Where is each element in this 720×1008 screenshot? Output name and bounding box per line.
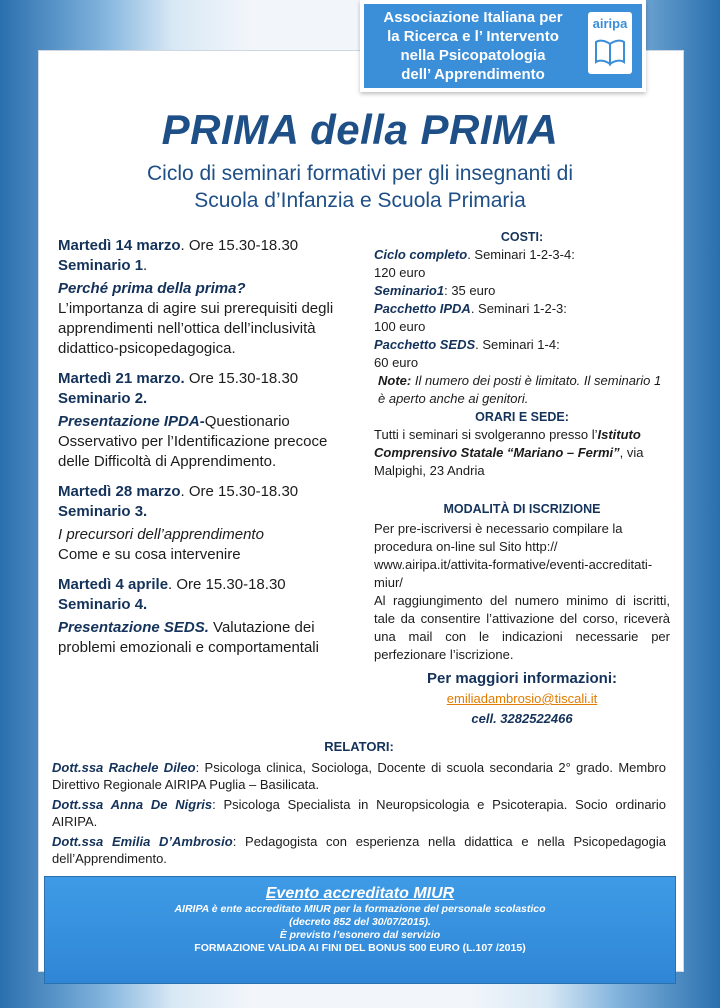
speaker-name: Dott.ssa Emilia D’Ambrosio xyxy=(52,834,233,849)
seminar-topic-text: Questionario Osservativo per l’Identificazione precoce delle Difficoltà di Apprendimento. xyxy=(58,413,328,470)
cost-label: Ciclo completo xyxy=(374,247,468,262)
speaker-item xyxy=(52,833,666,867)
seminar-list xyxy=(58,236,348,668)
cost-label: Pacchetto IPDA xyxy=(374,301,471,316)
seminar-topic-text: Come e su cosa intervenire xyxy=(58,546,241,563)
cost-item xyxy=(374,246,670,282)
venue-school: Istituto Comprensivo Statale “Mariano – Fermi” xyxy=(374,427,641,460)
association-line-2: la Ricerca e l’ Intervento xyxy=(387,28,559,45)
seminar-date: Martedì 4 aprile xyxy=(58,576,169,593)
contact-phone: cell. 3282522466 xyxy=(471,711,573,726)
venue-text xyxy=(374,426,670,480)
note-label: Note: xyxy=(378,373,412,388)
banner-line-4: FORMAZIONE VALIDA AI FINI DEL BONUS 500 EURO (L.107 /2015) xyxy=(194,942,526,954)
seminar-time: Ore 15.30-18.30 xyxy=(184,370,299,387)
costs-title: COSTI: xyxy=(500,230,544,244)
speakers-section xyxy=(52,738,666,870)
registration-title: MODALITÀ DI ISCRIZIONE xyxy=(443,502,601,516)
venue-intro: Tutti i seminari si svolgeranno presso l’ xyxy=(374,427,598,442)
speaker-description: : Psicologa Specialista in Neuropsicologia e Psicoterapia. Socio ordinario AIRIPA. xyxy=(52,797,666,829)
seminar-topic-text: Valutazione dei problemi emozionali e comportamentali xyxy=(58,619,319,656)
association-line-1: Associazione Italiana per xyxy=(383,9,563,26)
cost-label: Seminario1 xyxy=(374,283,445,298)
association-line-3: nella Psicopatologia xyxy=(400,47,546,64)
airipa-logo xyxy=(588,12,632,74)
cost-price: 60 euro xyxy=(374,355,419,370)
seminar-item xyxy=(58,482,348,565)
speaker-name: Dott.ssa Anna De Nigris xyxy=(52,797,213,812)
info-column xyxy=(374,228,670,728)
speaker-description: : Psicologa clinica, Sociologa, Docente di scuola secondaria 2° grado. Membro Direttivo Regionale AIRIPA Puglia – Basilicata. xyxy=(52,760,666,792)
miur-banner xyxy=(44,876,676,984)
seminar-time: . Ore 15.30-18.30 xyxy=(168,576,286,593)
seminar-number: Seminario 3. xyxy=(58,503,148,520)
seminar-topic-title: Presentazione SEDS. xyxy=(58,619,209,636)
contact-email-link[interactable]: emiliadambrosio@tiscali.it xyxy=(446,691,598,706)
seminar-item xyxy=(58,369,348,472)
seminar-date: Martedì 28 marzo xyxy=(58,483,181,500)
cost-note xyxy=(374,372,670,408)
cost-price: 120 euro xyxy=(374,265,426,280)
contacts-title: Per maggiori informazioni: xyxy=(426,670,618,687)
registration-note: Al raggiungimento del numero minimo di iscritti, tale da consentire l’attivazione del corso, riceverà una mail con le indicazioni necessarie per perfezionare l’iscrizione. xyxy=(374,593,670,662)
banner-line-3: È previsto l’esonero dal servizio xyxy=(279,929,441,941)
speaker-item xyxy=(52,796,666,830)
subtitle-line-1: Ciclo di seminari formativi per gli insegnanti di xyxy=(146,162,573,185)
speaker-description: : Pedagogista con esperienza nella didattica e nella Psicopedagogia dell’Apprendimento. xyxy=(52,834,666,866)
banner-title: Evento accreditato MIUR xyxy=(265,885,455,902)
open-book-icon xyxy=(594,38,626,66)
cost-text: . Seminari 1-2-3: xyxy=(470,301,567,316)
cost-text: . Seminari 1-2-3-4: xyxy=(467,247,575,262)
banner-line-1: AIRIPA è ente accreditato MIUR per la formazione del personale scolastico xyxy=(174,903,546,915)
seminar-time: . Ore 15.30-18.30 xyxy=(180,237,299,254)
seminar-topic-title: Perché prima della prima? xyxy=(58,280,246,297)
seminar-time: . Ore 15.30-18.30 xyxy=(180,483,299,500)
cost-item xyxy=(374,336,670,372)
note-text: Il numero dei posti è limitato. Il seminario 1 è aperto anche ai genitori. xyxy=(378,373,662,406)
seminar-number: Seminario 2. xyxy=(58,390,148,407)
cost-label: Pacchetto SEDS xyxy=(374,337,476,352)
speakers-title: RELATORI: xyxy=(324,739,394,754)
cost-text: : 35 euro xyxy=(444,283,496,298)
association-badge xyxy=(360,0,646,92)
page-title: PRIMA della PRIMA xyxy=(161,106,559,153)
association-line-4: dell’ Apprendimento xyxy=(401,66,545,83)
seminar-date: Martedì 14 marzo xyxy=(58,237,181,254)
cost-item xyxy=(374,300,670,336)
venue-address: , via Malpighi, 23 Andria xyxy=(374,445,644,478)
seminar-item xyxy=(58,236,348,359)
subtitle-line-2: Scuola d’Infanzia e Scuola Primaria xyxy=(194,189,526,212)
registration-instructions: Per pre-iscriversi è necessario compilare la procedura on-line sul Sito http:// www.airipa.it/attivita-formative/eventi-accreditati-miur/ xyxy=(374,521,653,590)
speaker-name: Dott.ssa Rachele Dileo xyxy=(52,760,196,775)
seminar-date: Martedì 21 marzo. xyxy=(58,370,185,387)
venue-title: ORARI E SEDE: xyxy=(475,410,569,424)
seminar-topic-title: I precursori dell’apprendimento xyxy=(58,526,264,543)
speaker-item xyxy=(52,759,666,793)
cost-text: . Seminari 1-4: xyxy=(475,337,560,352)
cost-price: 100 euro xyxy=(374,319,426,334)
cost-item xyxy=(374,282,670,300)
association-name xyxy=(368,8,578,84)
subtitle xyxy=(60,160,660,214)
banner-line-2: (decreto 852 del 30/07/2015). xyxy=(289,916,431,928)
seminar-number: Seminario 1 xyxy=(58,257,144,274)
seminar-item xyxy=(58,575,348,658)
seminar-topic-text: L’importanza di agire sui prerequisiti degli apprendimenti nell’ottica dell’inclusività didattico-psicopedagogica. xyxy=(58,300,334,357)
seminar-number: Seminario 4. xyxy=(58,596,148,613)
seminar-topic-title: Presentazione IPDA- xyxy=(58,413,205,430)
logo-text: airipa xyxy=(592,16,628,31)
seminar-number-suffix: . xyxy=(143,257,148,274)
